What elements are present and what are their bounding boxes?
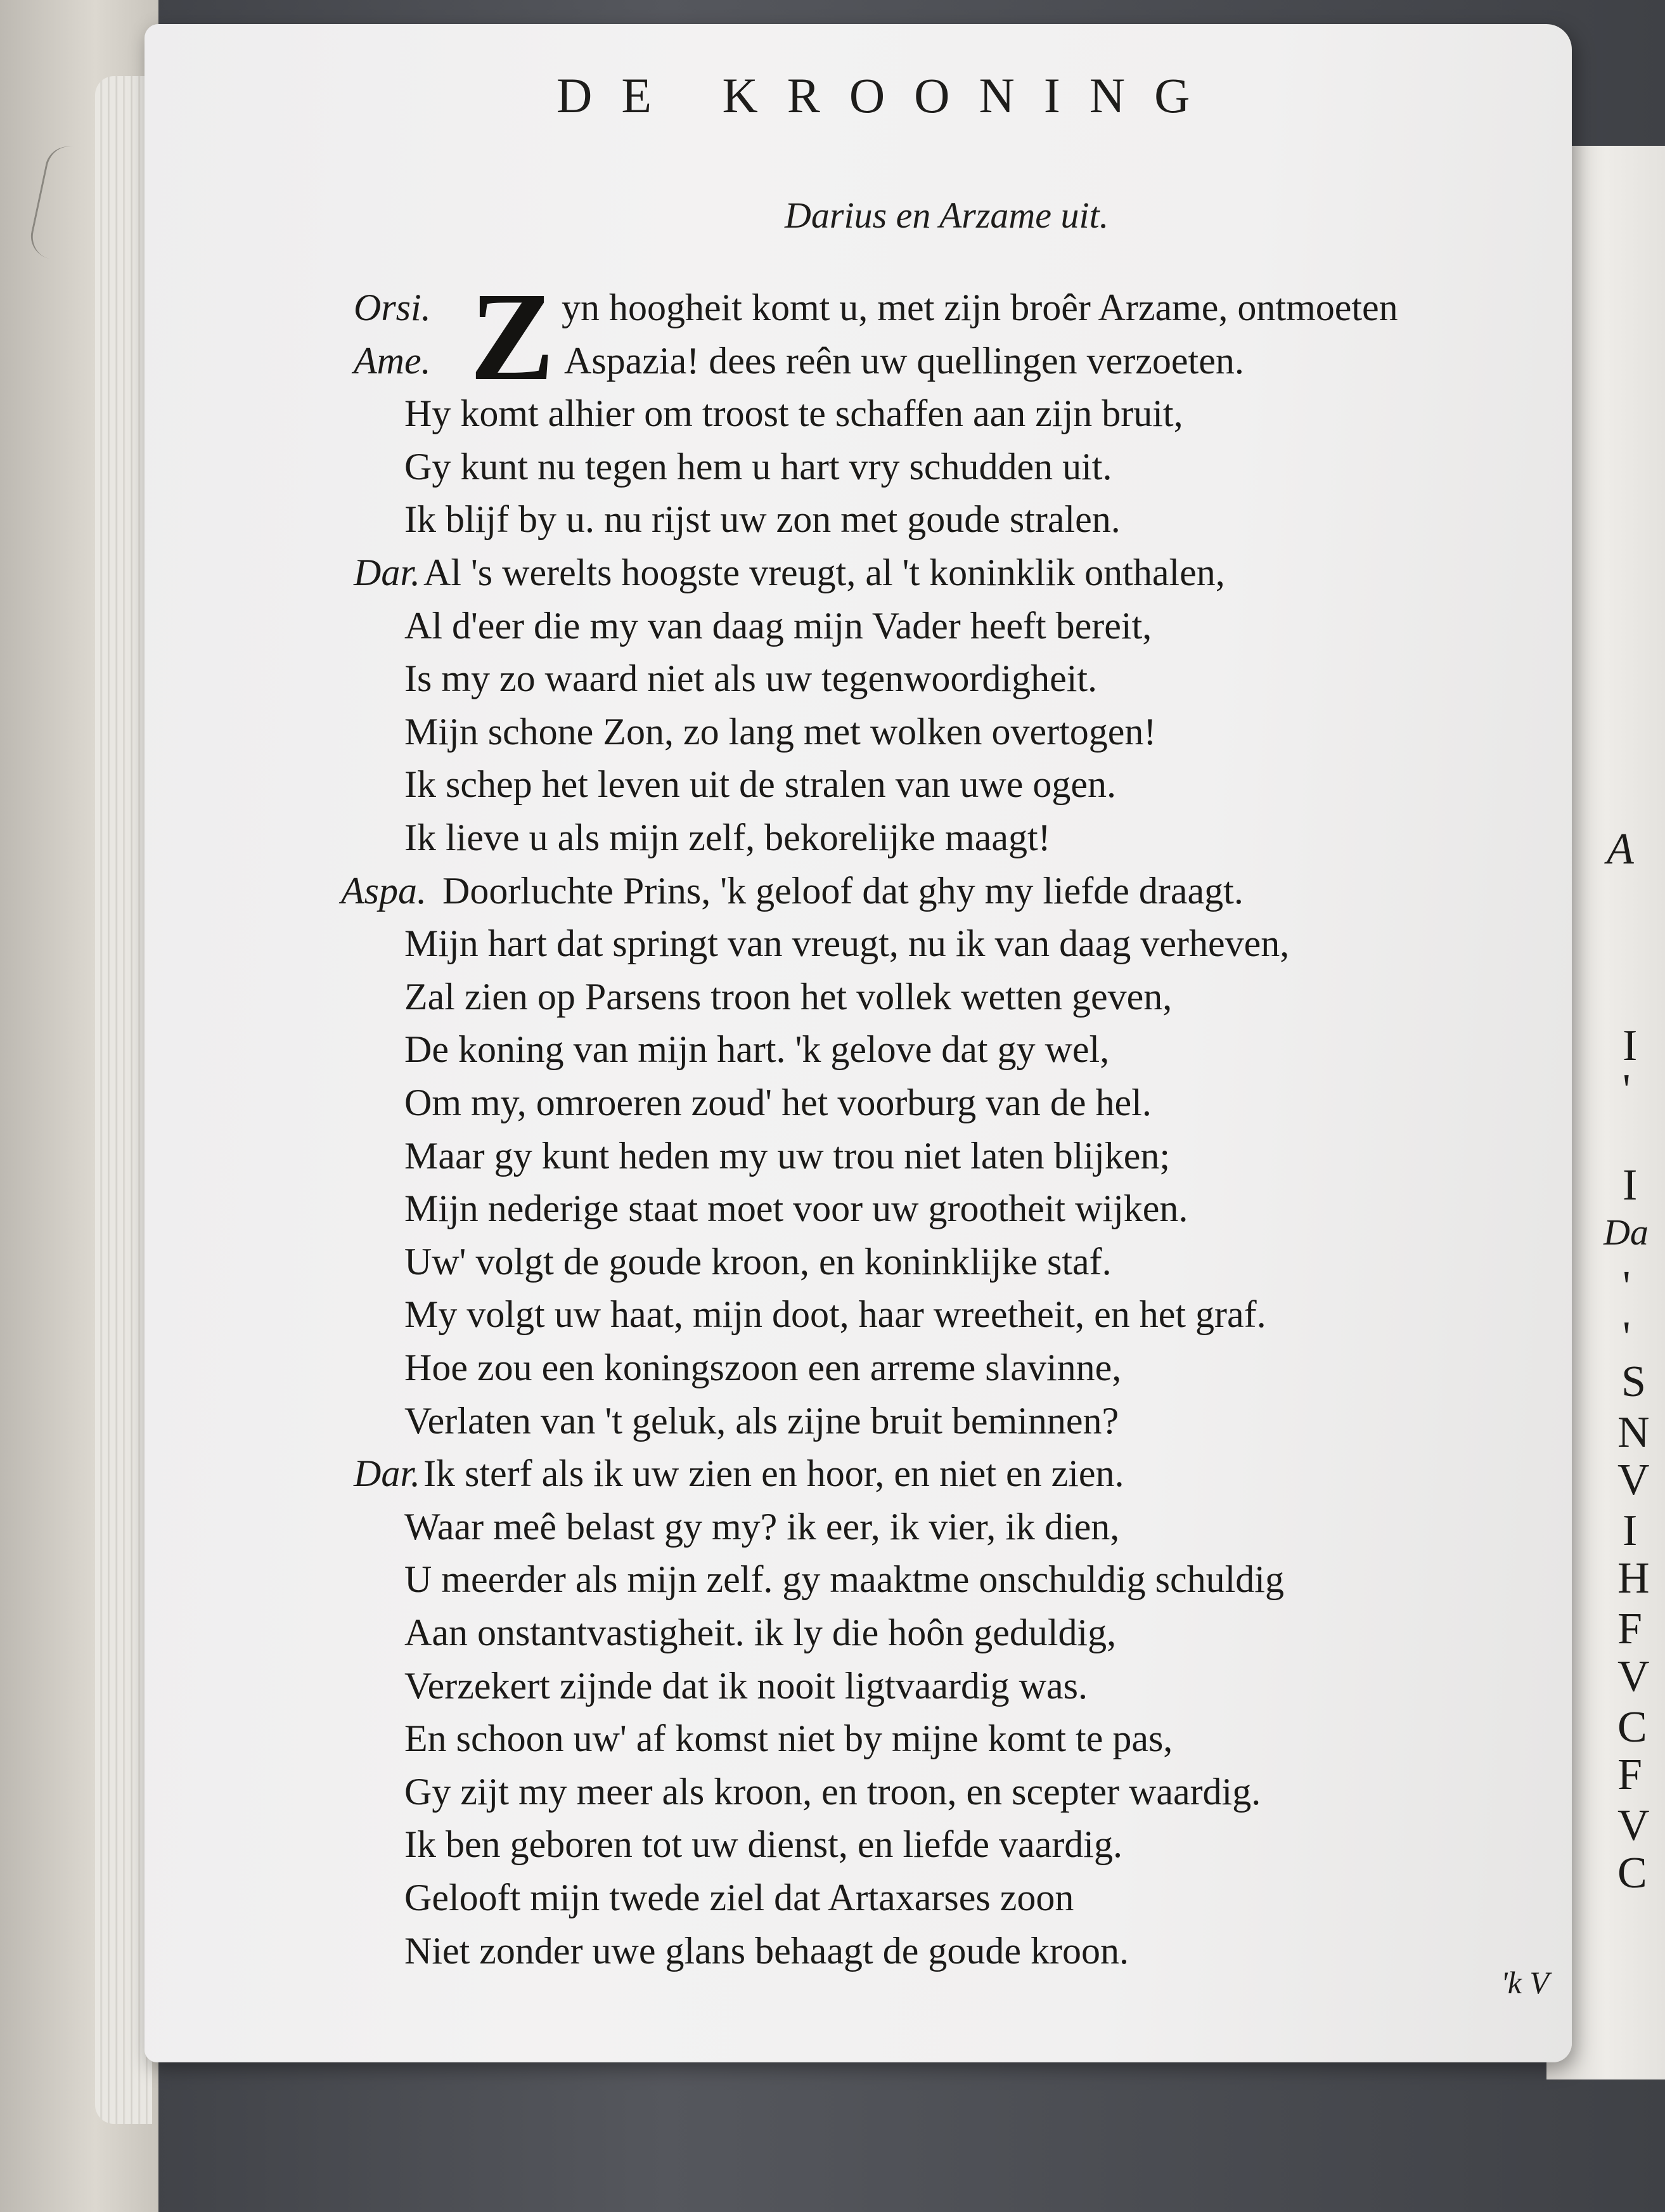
verse-line: Mijn hart dat springt van vreugt, nu ik van daag verheven, bbox=[404, 922, 1290, 964]
facing-fragment: F bbox=[1617, 1605, 1642, 1653]
verse-line: Mijn nederige staat moet voor uw grootheit wijken. bbox=[404, 1187, 1188, 1229]
verse-line: Aspazia! dees reên uw quellingen verzoeten. bbox=[564, 340, 1244, 382]
book-page bbox=[145, 24, 1572, 2062]
facing-fragment: V bbox=[1617, 1652, 1650, 1701]
speaker-label: Ame. bbox=[354, 340, 431, 382]
speaker-label: Dar. bbox=[354, 552, 421, 593]
facing-fragment: F bbox=[1617, 1750, 1642, 1799]
page-stack-edges bbox=[95, 76, 152, 2124]
verse-line: Ik blijf by u. nu rijst uw zon met goude stralen. bbox=[404, 498, 1121, 540]
verse-line: Ik sterf als ik uw zien en hoor, en niet en zien. bbox=[423, 1452, 1124, 1494]
verse-line: Al d'eer die my van daag mijn Vader heeft bereit, bbox=[404, 605, 1152, 647]
verse-line: Om my, omroeren zoud' het voorburg van de hel. bbox=[404, 1082, 1152, 1123]
verse-line: Maar gy kunt heden my uw trou niet laten blijken; bbox=[404, 1135, 1171, 1177]
speaker-label: Aspa. bbox=[341, 870, 427, 912]
verse-line: Al 's werelts hoogste vreugt, al 't koninklik onthalen, bbox=[423, 552, 1225, 593]
verse-line: Mijn schone Zon, zo lang met wolken overtogen! bbox=[404, 711, 1157, 753]
facing-fragment: I bbox=[1623, 1506, 1638, 1555]
verse-line: Gelooft mijn twede ziel dat Artaxarses zoon bbox=[404, 1877, 1074, 1918]
catchword: 'k V bbox=[1501, 1965, 1549, 2000]
facing-fragment: Da bbox=[1604, 1212, 1649, 1253]
verse-line: Verlaten van 't geluk, als zijne bruit beminnen? bbox=[404, 1400, 1119, 1442]
verse-line: Hoe zou een koningszoon een arreme slavinne, bbox=[404, 1347, 1122, 1388]
verse-line: Zal zien op Parsens troon het vollek wetten geven, bbox=[404, 976, 1173, 1018]
verse-line: Ik lieve u als mijn zelf, bekorelijke maagt! bbox=[404, 817, 1051, 858]
verse-line: De koning van mijn hart. 'k gelove dat gy wel, bbox=[404, 1028, 1110, 1070]
pencil-mark bbox=[27, 142, 96, 263]
facing-fragment: I bbox=[1623, 1021, 1638, 1070]
facing-fragment: ' bbox=[1623, 1066, 1631, 1115]
speaker-label: Orsi. bbox=[354, 287, 431, 328]
verse-line: Gy zijt my meer als kroon, en troon, en scepter waardig. bbox=[404, 1771, 1261, 1813]
facing-fragment: V bbox=[1617, 1456, 1650, 1504]
verse-line: Verzekert zijnde dat ik nooit ligtvaardig was. bbox=[404, 1665, 1088, 1707]
verse-block bbox=[145, 24, 1572, 2062]
facing-fragment: ' bbox=[1623, 1262, 1631, 1311]
verse-line: yn hoogheit komt u, met zijn broêr Arzame, ontmoeten bbox=[562, 287, 1398, 328]
facing-fragment: A bbox=[1607, 825, 1634, 874]
verse-line: Doorluchte Prins, 'k geloof dat ghy my liefde draagt. bbox=[442, 870, 1244, 912]
verse-line: Ik ben geboren tot uw dienst, en liefde vaardig. bbox=[404, 1823, 1122, 1865]
facing-fragment: H bbox=[1617, 1554, 1650, 1603]
verse-line: Niet zonder uwe glans behaagt de goude kroon. bbox=[404, 1930, 1129, 1972]
stage-direction: Darius en Arzame uit. bbox=[785, 195, 1109, 236]
facing-fragment: I bbox=[1623, 1161, 1638, 1210]
facing-fragment: N bbox=[1617, 1408, 1650, 1457]
facing-fragment: ' bbox=[1623, 1313, 1631, 1362]
verse-line: My volgt uw haat, mijn doot, haar wreetheit, en het graf. bbox=[404, 1293, 1266, 1335]
verse-line: Ik schep het leven uit de stralen van uwe ogen. bbox=[404, 763, 1116, 805]
verse-line: Hy komt alhier om troost te schaffen aan zijn bruit, bbox=[404, 392, 1183, 434]
verse-line: Uw' volgt de goude kroon, en koninklijke staf. bbox=[404, 1241, 1112, 1283]
running-head: DE KROONING bbox=[556, 68, 1219, 123]
verse-line: Gy kunt nu tegen hem u hart vry schudden uit. bbox=[404, 446, 1112, 488]
verse-line: Is my zo waard niet als uw tegenwoordigheit. bbox=[404, 657, 1098, 699]
facing-fragment: C bbox=[1617, 1849, 1647, 1898]
verse-line: Aan onstantvastigheit. ik ly die hoôn geduldig, bbox=[404, 1612, 1117, 1653]
verse-line: U meerder als mijn zelf. gy maaktme onschuldig schuldig bbox=[404, 1558, 1284, 1600]
speaker-label: Dar. bbox=[354, 1452, 421, 1494]
facing-fragment: S bbox=[1621, 1357, 1646, 1406]
drop-cap: Z bbox=[470, 267, 555, 407]
facing-fragment: C bbox=[1617, 1703, 1647, 1752]
verse-line: En schoon uw' af komst niet by mijne komt te pas, bbox=[404, 1717, 1173, 1759]
facing-fragment: V bbox=[1617, 1801, 1650, 1850]
verse-line: Waar meê belast gy my? ik eer, ik vier, ik dien, bbox=[404, 1506, 1120, 1548]
